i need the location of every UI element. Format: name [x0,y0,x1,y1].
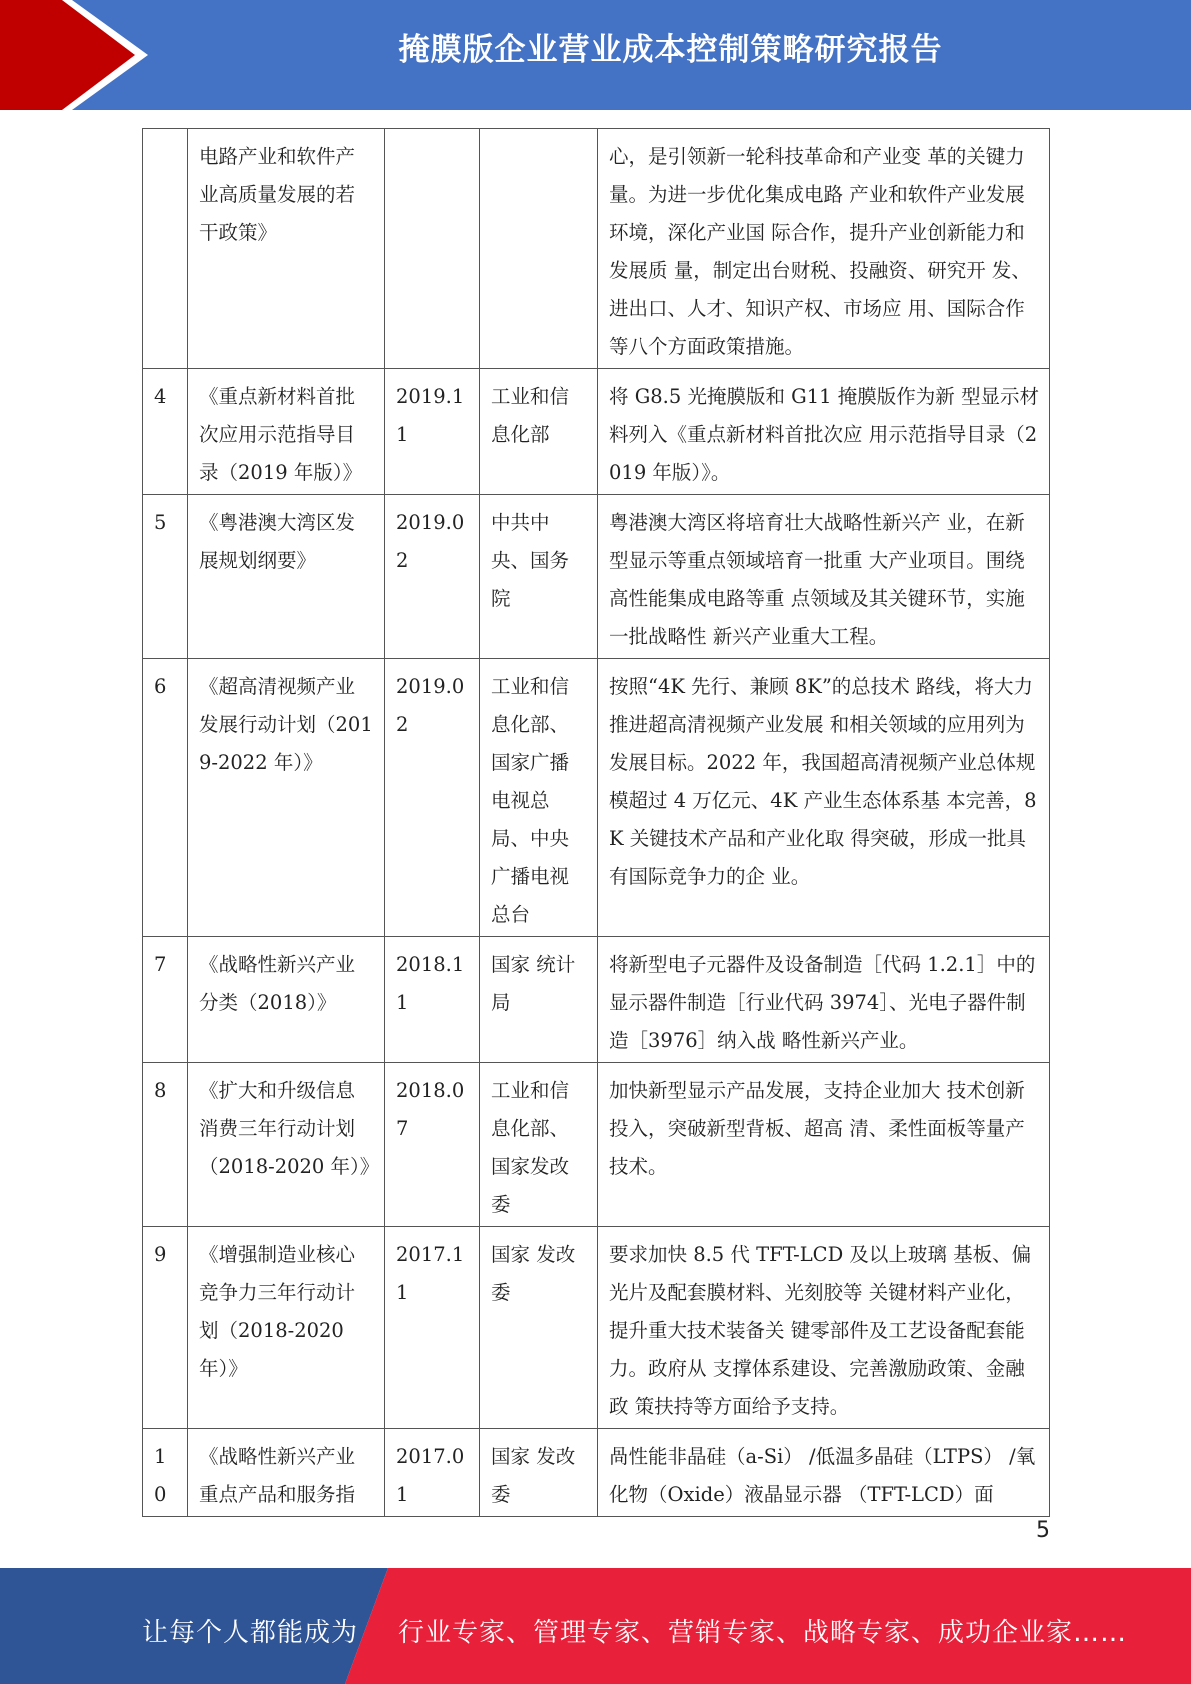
page-number: 5 [1036,1518,1050,1543]
table-row [143,495,1050,659]
row-number: 4 [143,369,188,495]
issuing-department: 中共中央、国务院 [480,495,598,659]
policy-content: 加快新型显示产品发展，支持企业加大 技术创新投入，突破新型背板、超高 清、柔性面板等量产技术。 [598,1063,1050,1227]
table-row [143,937,1050,1063]
row-number: 5 [143,495,188,659]
table-row [143,1063,1050,1227]
issue-date: 2019.02 [385,495,480,659]
issue-date [385,129,480,369]
issuing-department [480,129,598,369]
issue-date: 2018.11 [385,937,480,1063]
row-number: 9 [143,1227,188,1429]
table-row [143,1227,1050,1429]
row-number: 7 [143,937,188,1063]
report-title: 掩膜版企业营业成本控制策略研究报告 [398,32,943,68]
issue-date: 2017.11 [385,1227,480,1429]
policy-name: 《粤港澳大湾区发展规划纲要》 [188,495,385,659]
policy-name: 《增强制造业核心竞争力三年行动计划（2018-2020 年）》 [188,1227,385,1429]
issue-date: 2019.02 [385,659,480,937]
footer-slogan-right: 行业专家、管理专家、营销专家、战略专家、成功企业家…… [398,1618,1128,1648]
page-header [0,0,1191,110]
row-number: 8 [143,1063,188,1227]
issuing-department: 工业和信息化部、国家发改委 [480,1063,598,1227]
issue-date: 2019.11 [385,369,480,495]
issuing-department: 国家 发改委 [480,1227,598,1429]
policy-name: 《扩大和升级信息消费三年行动计划（2018-2020 年）》 [188,1063,385,1227]
policy-name: 《战略性新兴产业分类（2018）》 [188,937,385,1063]
table-row [143,369,1050,495]
page-footer [0,1568,1191,1684]
issuing-department: 国家 统计局 [480,937,598,1063]
row-number: 10 [143,1429,188,1517]
policy-content: 要求加快 8.5 代 TFT-LCD 及以上玻璃 基板、偏光片及配套膜材料、光刻胶等 关键材料产业化，提升重大技术装备关 键零部件及工艺设备配套能力。政府从 支撑体系建设、完善激励政策、金融政 策扶持等方面给予支持。 [598,1227,1050,1429]
row-number [143,129,188,369]
policy-content: 将新型电子元器件及设备制造［代码 1.2.1］中的显示器件制造［行业代码 3974］、光电子器件制造［3976］纳入战 略性新兴产业。 [598,937,1050,1063]
row-number: 6 [143,659,188,937]
policy-content: 将 G8.5 光掩膜版和 G11 掩膜版作为新 型显示材料列入《重点新材料首批次应 用示范指导目录（2019 年版）》。 [598,369,1050,495]
issuing-department: 工业和信息化部、国家广播电视总局、中央广播电视总台 [480,659,598,937]
policy-content: 按照“4K 先行、兼顾 8K”的总技术 路线，将大力推进超高清视频产业发展 和相关领域的应用列为发展目标。2022 年，我国超高清视频产业总体规 模超过 4 万亿元、4K 产业生态体系基 本完善，8K 关键技术产品和产业化取 得突破，形成一批具有国际竞争力的企 业。 [598,659,1050,937]
policy-content: 心，是引领新一轮科技革命和产业变 革的关键力量。为进一步优化集成电路 产业和软件产业发展环境，深化产业国 际合作，提升产业创新能力和发展质 量，制定出台财税、投融资、研究开 发、进出口、人才、知识产权、市场应 用、国际合作等八个方面政策措施。 [598,129,1050,369]
policy-content: 粤港澳大湾区将培育壮大战略性新兴产 业，在新型显示等重点领域培育一批重 大产业项目。围绕高性能集成电路等重 点领域及其关键环节，实施一批战略性 新兴产业重大工程。 [598,495,1050,659]
policy-name: 电路产业和软件产业高质量发展的若干政策》 [188,129,385,369]
table-row [143,1429,1050,1517]
header-arrow-graphic [0,0,160,110]
policy-content: 咼性能非晶硅（a-Si） /低温多晶硅（LTPS） /氧化物（Oxide）液晶显示器 （TFT-LCD）面 [598,1429,1050,1517]
policy-name: 《超高清视频产业发展行动计划（2019-2022 年）》 [188,659,385,937]
table-row [143,129,1050,369]
issuing-department: 工业和信息化部 [480,369,598,495]
issuing-department: 国家 发改委 [480,1429,598,1517]
policy-table [142,128,1050,1517]
policy-name: 《重点新材料首批次应用示范指导目录（2019 年版）》 [188,369,385,495]
policy-name: 《战略性新兴产业重点产品和服务指 [188,1429,385,1517]
footer-slogan-left: 让每个人都能成为 [142,1618,359,1648]
table-row [143,659,1050,937]
issue-date: 2018.07 [385,1063,480,1227]
issue-date: 2017.01 [385,1429,480,1517]
